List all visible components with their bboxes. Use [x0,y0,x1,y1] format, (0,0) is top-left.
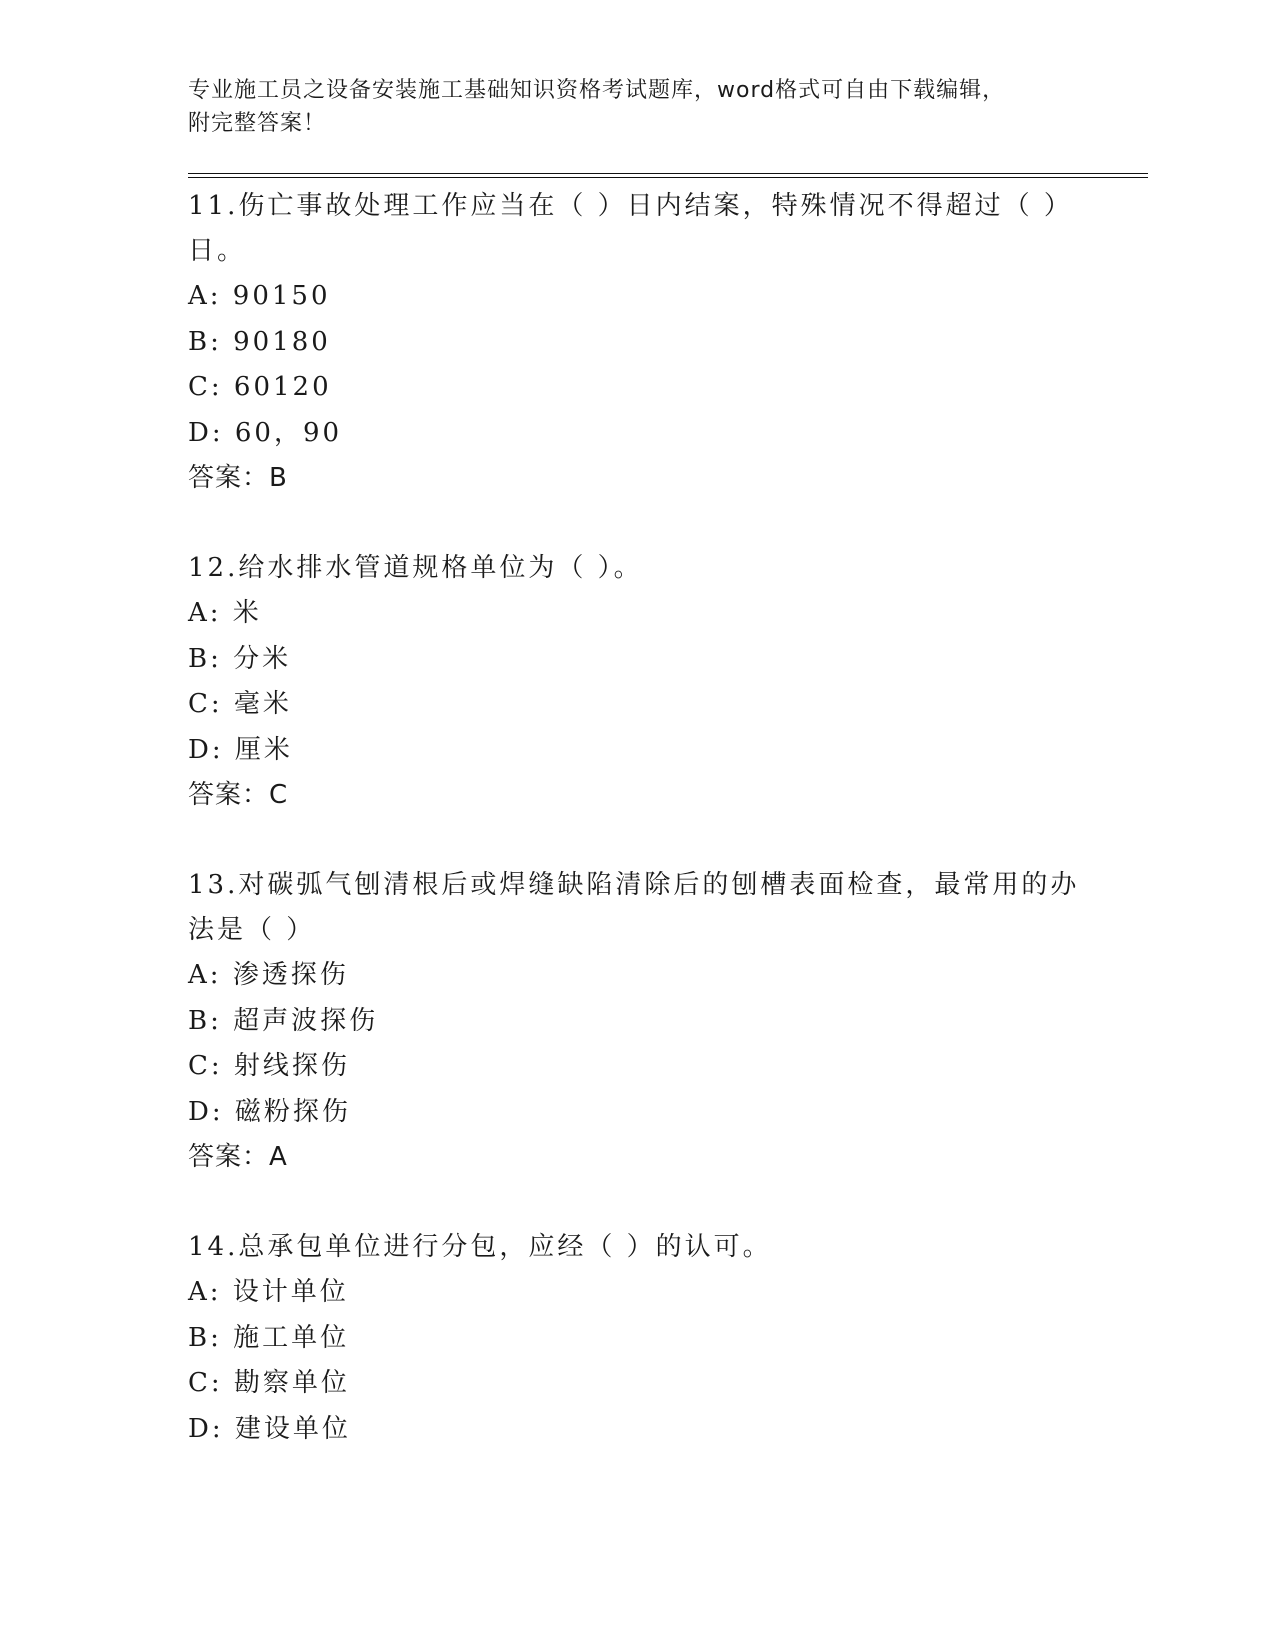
option-c: C: 60120 [188,372,332,402]
question-11 [188,184,1148,500]
option-a: A: 设计单位 [188,1277,349,1307]
answer-line: 答案：B [188,463,288,493]
document-page [188,74,1148,1452]
question-12 [188,546,1148,817]
document-header-line-1: 专业施工员之设备安装施工基础知识资格考试题库，word格式可自由下载编辑， [188,78,1006,103]
option-c: C: 毫米 [188,689,292,719]
option-b: B: 分米 [188,643,292,674]
option-a: A: 渗透探伤 [188,960,349,990]
question-stem: 12.给水排水管道规格单位为（ ）。 [188,553,643,583]
option-d: D: 60，90 [188,417,343,448]
question-stem-continuation: 日。 [188,236,247,266]
question-gap [188,500,1148,546]
question-14 [188,1225,1148,1452]
option-c: C: 射线探伤 [188,1051,350,1081]
option-d: D: 建设单位 [188,1413,351,1444]
question-stem: 13.对碳弧气刨清根后或焊缝缺陷清除后的刨槽表面检查，最常用的办 [188,870,1080,900]
answer-line: 答案：A [188,1142,288,1172]
question-13 [188,863,1148,1179]
question-stem: 11.伤亡事故处理工作应当在（ ）日内结案，特殊情况不得超过（ ） [188,191,1073,221]
option-b: B: 超声波探伤 [188,1005,379,1036]
option-c: C: 勘察单位 [188,1368,350,1398]
question-stem-continuation: 法是（ ） [188,915,316,945]
question-stem: 14.总承包单位进行分包，应经（ ）的认可。 [188,1232,772,1262]
option-b: B: 90180 [188,326,331,357]
option-d: D: 磁粉探伤 [188,1096,351,1127]
document-header-line-2: 附完整答案！ [188,111,327,136]
option-b: B: 施工单位 [188,1322,350,1353]
option-d: D: 厘米 [188,734,293,765]
question-gap [188,817,1148,863]
header-divider [188,173,1148,178]
answer-line: 答案：C [188,780,289,810]
option-a: A: 米 [188,598,262,628]
option-a: A: 90150 [188,281,331,311]
question-gap [188,1179,1148,1225]
